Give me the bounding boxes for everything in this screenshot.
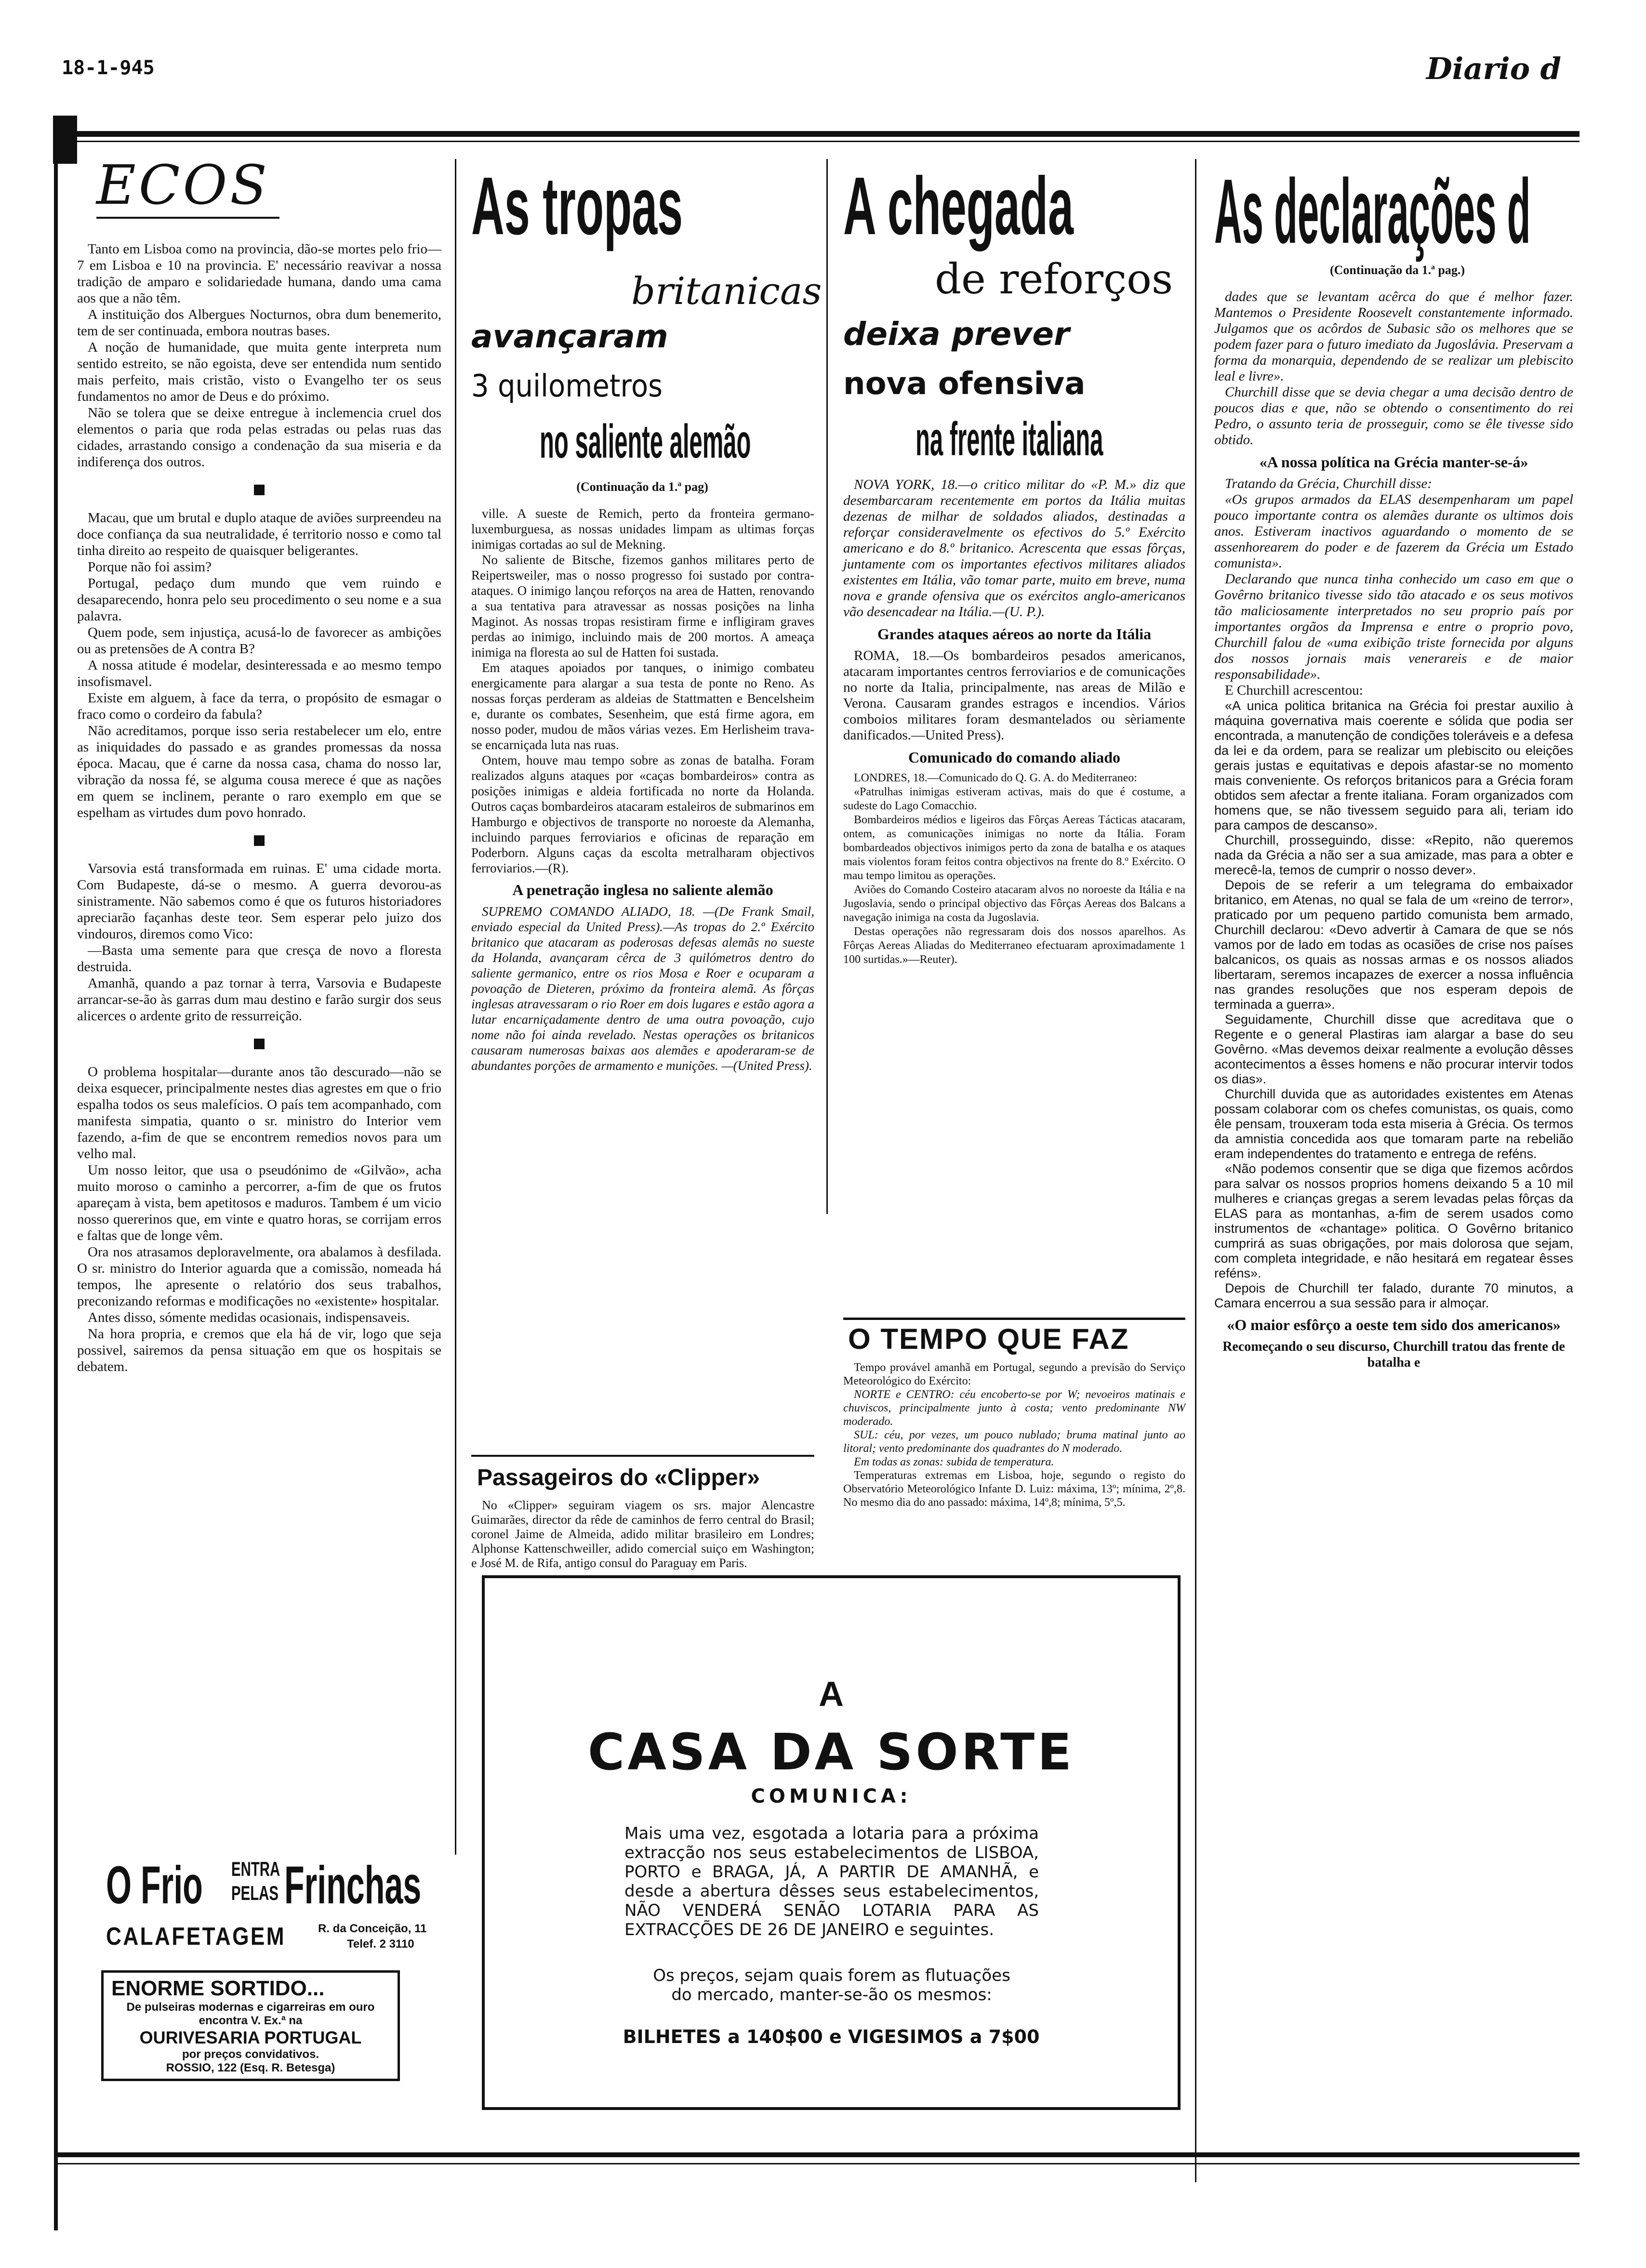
sorte-title: CASA DA SORTE [587, 1723, 1075, 1781]
ecos-paragraph: Ora nos atrasamos deploravelmente, ora abalamos à desfilada. O sr. ministro do Interior aguarda que a comissão, nomeada há tempos, lhe apresente o relatório dos seus trabalhos, preconizando reformas e modificações no «existente» hospitalar. [77, 1244, 441, 1309]
chegada-paragraph: Bombardeiros médios e ligeiros das Fôrças Aereas Tácticas atacaram, ontem, as comunicações inimigas no norte da Itália. Foram bombardeados objectivos inimigos perto da zona de batalha e os ataques mais violentos foram feitos contra objectivos na frente do 8.º Exército. O mau tempo limitou as operações. [843, 814, 1185, 882]
calafetagem-phone: Telef. 2 3110 [347, 1938, 414, 1951]
ecos-paragraph: Amanhã, quando a paz tornar à terra, Varsovia e Budapeste arrancar-se-ão às garras dum mau destino e farão surgir dos seus alicerces o ardente grito de ressurreição. [77, 976, 441, 1024]
declaracoes-tail: Recomeçando o seu discurso, Churchill tratou das frente de batalha e [1222, 1339, 1565, 1370]
ecos-paragraph: Quem pode, sem injustiça, acusá-lo de favorecer as ambições ou as pretensões de A contra B? [77, 625, 441, 657]
ecos-paragraph: A nossa atitude é modelar, desinteressada e ao mesmo tempo insofismavel. [77, 658, 441, 689]
ecos-paragraph: Antes disso, sómente medidas ocasionais, indispensaveis. [88, 1310, 410, 1325]
tempo-paragraph: NORTE e CENTRO: céu encoberto-se por W; nevoeiros matinais e chuviscos, principalmente junto à costa; vento predominante NW moderado. [843, 1388, 1185, 1428]
footer-rule [57, 2152, 1580, 2157]
tempo-title: O TEMPO QUE FAZ [848, 1323, 1129, 1355]
declaracoes-subheading: «A nossa política na Grécia manter-se-á» [1259, 453, 1528, 471]
ecos-paragraph: Porque não foi assim? [88, 559, 212, 575]
continuation-note: (Continuação da 1.ª pag.) [1329, 263, 1465, 277]
ecos-paragraph: Macau, que um brutal e duplo ataque de aviões surpreendeu na doce confiança da sua neutralidade, é territorio nosso e como tal tinha direito ao respeito de quaisquer beligerantes. [77, 510, 441, 558]
declaracoes-paragraph: «A unica politica britanica na Grécia foi prestar auxilio à máquina governativa mais coerente e sólida que podia ser encontrada, a manutenção de condições toleráveis e a defesa da lei e da ordem, para se realizar um plebiscito ou eleições gerais justas e equitativas e depois afastar-se no momento mais conveniente. Os reforços britanicos para a Grécia foram obtidos sem afectar a frente italiana. Foram organizados com homens que, se não tivessem seguido para ali, teriam ido para campos de descanso». [1214, 699, 1573, 832]
tempo-paragraph: SUL: céu, por vezes, um pouco nublado; bruma matinal junto ao litoral; vento predominante dos quadrantes do N moderado. [843, 1429, 1185, 1455]
tropas-article [471, 506, 814, 1073]
header-rule-thin [57, 141, 1580, 142]
declaracoes-paragraph: «Os grupos armados da ELAS desempenharam um papel pouco importante contra os alemães durante os ultimos dois anos. Estiveram inactivos aguardando o momento de se assenhorearem do poder e de fazerem da Grécia um Estado comunista». [1214, 492, 1573, 571]
chegada-subheading: Grandes ataques aéreos ao norte da Itália [877, 625, 1152, 643]
section-bullet [254, 835, 265, 846]
sortido-address: ROSSIO, 122 (Esq. R. Betesga) [166, 2061, 335, 2074]
declaracoes-paragraph: Churchill disse que se devia chegar a uma decisão dentro de poucos dias e que, não se obtendo o consentimento do rei Pedro, o assunto teria de prosseguir, como se êle tivesse sido obtido. [1214, 384, 1573, 448]
tropas-subheading: A penetração inglesa no saliente alemão [512, 881, 773, 898]
declaracoes-headline: As declarações d [1214, 160, 1531, 263]
sorte-bilhetes: BILHETES a 140$00 e VIGESIMOS a 7$00 [623, 2026, 1040, 2047]
chegada-paragraph: «Patrulhas inimigas estiveram activas, mais do que é costume, a sudeste do Lago Comacchio. [843, 786, 1185, 812]
declaracoes-paragraph: Depois de se referir a um telegrama do embaixador britanico, em Atenas, no qual se fala de um «reino de terror», praticado por um pequeno partido comunista bem armado, Churchill declarou: «Devo advertir à Camara de que se nós vamos por de lado em todas as ocasiões de crise nos países balcanicos, os quais as nossas armas e os nossos aliados libertaram, seremos incapazes de exercer a nossa influência nas grandes resoluções que nos esperam depois de terminada a guerra». [1214, 878, 1573, 1012]
clipper-title: Passageiros do «Clipper» [477, 1465, 760, 1490]
declaracoes-paragraph: Depois de Churchill ter falado, durante 70 minutos, a Camara encerrou a sua sessão para ir almoçar. [1214, 1281, 1573, 1310]
continuation-note: (Continuação da 1.ª pag) [576, 480, 708, 494]
tempo-article [843, 1361, 1185, 1509]
frio-ad-small: PELAS [231, 1882, 279, 1904]
declaracoes-paragraph: dades que se levantam acêrca do que é melhor fazer. Mantemos o Presidente Roosevelt constantemente informado. Julgamos que os acôrdos de Subasic são os melhores que se podem fazer para o futuro imediato da Jugoslávia. Preservam a forma da monarquia, dependendo de se realizar um plebiscito leal e livre». [1214, 289, 1573, 384]
masthead: Diario d [1426, 51, 1561, 86]
ecos-paragraph: Existe em alguem, à face da terra, o propósito de esmagar o fraco como o cordeiro da fabula? [77, 690, 441, 722]
chegada-headline: A chegada [843, 160, 1074, 252]
sortido-shop: OURIVESARIA PORTUGAL [139, 2028, 362, 2047]
tempo-paragraph: Em todas as zonas: subida de temperatura. [854, 1456, 1054, 1468]
ecos-paragraph: A instituição dos Albergues Nocturnos, obra dum benemerito, tem de ser continuada, embora noutras bases. [77, 307, 441, 339]
tropas-headline: As tropas [471, 160, 683, 252]
frio-ad-word: O Frio [106, 1856, 203, 1915]
frio-ad-small: ENTRA [231, 1858, 280, 1880]
declaracoes-subheading: «O maior esfôrço a oeste tem sido dos americanos» [1227, 1316, 1561, 1333]
calafetagem-address: R. da Conceição, 11 [318, 1922, 427, 1935]
sortido-line: por preços convidativos. [182, 2048, 319, 2061]
chegada-headline-2: de reforços [935, 255, 1173, 303]
ecos-paragraph: —Basta uma semente para que cresça de novo a floresta destruida. [77, 943, 441, 975]
column-rule [826, 159, 828, 1214]
chegada-subheading: Comunicado do comando aliado [908, 749, 1121, 766]
ecos-paragraph: Portugal, pedaço dum mundo que vem ruindo e desaparecendo, honra pelo seu procedimento o seu nome e a sua palavra. [77, 576, 441, 624]
clipper-rule [471, 1455, 814, 1457]
tropas-headline-4: 3 quilometros [471, 369, 663, 404]
ecos-title-underline [96, 217, 279, 219]
ecos-paragraph: Não se tolera que se deixe entregue à inclemencia cruel dos elementos o paria que roda pelas estradas ou pelas ruas das cidades, arrastando consigo a condenação da sua miseria e da indiferença dos outros. [77, 405, 441, 470]
tropas-headline-3: avançaram [471, 318, 668, 355]
ecos-paragraph: Na hora propria, e cremos que ela há de vir, logo que seja possivel, sairemos da pensa situação em que os hospitais se debatem. [77, 1326, 441, 1374]
tropas-paragraph: SUPREMO COMANDO ALIADO, 18. —(De Frank Smail, enviado especial da United Press).—As tropas do 2.º Exército britanico que atacaram as poderosas defesas alemãs no sueste da Holanda, avançaram cêrca de 3 quilómetros dentro do saliente germanico, entre os rios Mosa e Roer e ocuparam a povoação de Dieteren, próximo da fronteira alemã. As fôrças inglesas atravessaram o rio Roer em dois lugares e estão agora a lutar encarniçadamente dentro de uma outra povoação, cujo nome não foi ainda revelado. Nestas operações os britanicos causaram numerosas baixas aos alemães e apoderaram-se de abundantes porções de armamento e munições. —(United Press). [471, 904, 814, 1073]
frio-ad-word: Frinchas [284, 1856, 422, 1915]
declaracoes-paragraph: Seguidamente, Churchill disse que acreditava que o Regente e o general Plastiras iam alargar a base do seu Govêrno. «Mas devemos deixar realmente a evolução dêsses acontecimentos a êsses homens e não procurar intervir todos os dias». [1214, 1012, 1573, 1086]
left-margin-rule [54, 140, 58, 2230]
declaracoes-paragraph: Churchill duvida que as autoridades existentes em Atenas possam colaborar com os chefes comunistas, os quais, como êle pensam, trouxeram toda esta miseria à Grécia. Os termos da amnistia concedida aos que tomaram parte na rebelião eram independentes do tratamento e entrega de reféns. [1214, 1087, 1573, 1161]
tropas-headline-2: britanicas [631, 270, 822, 313]
sorte-precos: Os preços, sejam quais forem as flutuações do mercado, manter-se-ão os mesmos: [653, 1966, 1010, 2004]
column-rule [455, 159, 456, 1855]
ecos-paragraph: O problema hospitalar—durante anos tão descurado—não se deixa esquecer, principalmente nestes dias agrestes em que o frio espalha todos os seus malefícios. O país tem acompanhado, com manifesta simpatia, quanto o sr. ministro do Interior vem fazendo, a-fim de que se encontrem remedios novos para um velho mal. [77, 1064, 441, 1161]
chegada-headline-3: deixa prever [843, 316, 1070, 353]
sortido-ad [101, 1970, 400, 2081]
chegada-paragraph: ROMA, 18.—Os bombardeiros pesados americanos, atacaram importantes centros ferroviarios e de comunicações no norte da Italia, principalmente, nas areas de Milão e Verona. Causaram grandes estragos e incendios. Vários comboios militares foram desmantelados ou sèriamente danificados.—United Press). [843, 648, 1185, 743]
tempo-paragraph: Temperaturas extremas em Lisboa, hoje, segundo o registo do Observatório Meteorológico Infante D. Luiz: máxima, 13º; mínima, 2º,8. No mesmo dia do ano passado: máxima, 14º,8; mínima, 5º,5. [843, 1469, 1185, 1509]
header-rule [57, 131, 1580, 137]
chegada-article [843, 477, 1185, 967]
tropas-paragraph: No saliente de Bitsche, fizemos ganhos militares perto de Reipertsweiler, mas o nosso progresso foi sustado por contra-ataques. O inimigo lançou reforços na area de Hatten, renovando a sua tentativa para atravessar as nossas posições na linha Maginot. As nossas tropas resistiram firme e infligiram graves perdas ao inimigo, incluindo mais de 200 mortos. A ameaça inimiga na floresta ao sul de Hatten foi sustada. [471, 553, 814, 659]
chegada-paragraph: Destas operações não regressaram dois dos nossos aparelhos. As Fôrças Aereas Aliadas do Mediterraneo efectuaram aproximadamente 1 100 surtidas.»—Reuter). [843, 925, 1185, 966]
ecos-paragraph: Varsovia está transformada em ruinas. E' uma cidade morta. Com Budapeste, dá-se o mesmo. A guerra devorou-as sinistramente. Não sabemos como é que os futuros historiadores apreciarão façanhas deste teor. Sem esperar pelo juizo dos vindouros, diremos como Vico: [77, 861, 441, 942]
calafetagem-name: CALAFETAGEM [106, 1923, 286, 1951]
declaracoes-article [1214, 289, 1573, 1375]
clipper-article [471, 1498, 814, 1570]
chegada-paragraph: NOVA YORK, 18.—o critico militar do «P. M.» diz que desembarcaram recentemente em portos da Itália muitas dezenas de milhar de soldados aliados, destinadas a reforçar consideravelmente os efectivos do 5.º Exército americano e do 8.º britanico. Acrescenta que essas fôrças, juntamente com os importantes efectivos militares aliados existentes em Itália, vão tomar parte, muito em breve, numa nova e grande ofensiva que os exércitos anglo-americanos vão desencadear na Itália.—(U. P.). [843, 477, 1185, 620]
sorte-a: A [819, 1675, 844, 1714]
ecos-paragraph: A noção de humanidade, que muita gente interpreta num sentido estreito, se não egoista, deve ser entendida num sentido mais perfeito, mais cristão, visto o Evangelho ter os seus fundamentos no amor de Deus e do próximo. [77, 340, 441, 404]
tropas-paragraph: Em ataques apoiados por tanques, o inimigo combateu energicamente para alargar a sua testa de ponte no Reno. As nossas forças perderam as aldeias de Stattmatten e Bencelsheim e, durante os combates, Sesenheim, que está firme agora, em nosso poder, mudou de mãos várias vezes. Em Herlisheim trava-se encarniçada luta nas ruas. [471, 660, 814, 752]
page-date: 18-1-945 [62, 57, 155, 79]
section-bullet [254, 1039, 265, 1049]
chegada-headline-4: nova ofensiva [843, 366, 1086, 402]
sorte-text: Mais uma vez, esgotada a lotaria para a próxima extracção nos seus estabelecimentos de LISBOA, PORTO e BRAGA, JÁ, A PARTIR DE AMANHÃ, e desde a abertura dêsses seus estabelecimentos, NÃO VENDERÁ SENÃO LOTARIA PARA AS EXTRACÇÕES DE 26 DE JANEIRO e seguintes. [624, 1824, 1039, 1939]
sorte-comunica: COMUNICA: [751, 1785, 912, 1807]
declaracoes-paragraph: Declarando que nunca tinha conhecido um caso em que o Govêrno britanico tivesse sido tão atacado e os seus motivos tão maliciosamente interpretados no seu proprio país por importantes orgãos da Imprensa e entre o proprio povo, Churchill falou de «uma exibição triste fornecida por alguns dos nossos jornais mais venerareis e de maior responsabilidade». [1214, 571, 1573, 682]
tropas-paragraph: ville. A sueste de Remich, perto da fronteira germano-luxemburguesa, as nossas unidades limpam as ultimas forças inimigas cortadas ao sul de Mekning. [471, 506, 814, 552]
sortido-title: ENORME SORTIDO... [111, 1977, 325, 2000]
ecos-paragraph: Um nosso leitor, que usa o pseudónimo de «Gilvão», acha muito moroso o caminho a percorrer, a-fim de que os frutos apareçam à vista, bem apetitosos e maduros. Tambem é um vicio nosso quererinos que, em vinte e quatro horas, se corrijam erros e faltas que de longe vêm. [77, 1162, 441, 1243]
clipper-text: No «Clipper» seguiram viagem os srs. major Alencastre Guimarães, director da rêde de caminhos de ferro central do Brasil; coronel Jaime de Almeida, adido militar brasileiro em Londres; Alphonse Kattenschweiller, adido comercial suiço em Washington; e José M. de Rifa, antigo consul do Paraguay em Paris. [471, 1498, 814, 1570]
chegada-headline-5: na frente italiana [916, 412, 1103, 465]
tropas-headline-5: no saliente alemão [540, 415, 751, 468]
footer-rule-thin [57, 2163, 1580, 2164]
ecos-title: ECOS [96, 154, 270, 217]
sortido-line: De pulseiras modernas e cigarreiras em ouro encontra V. Ex.ª na [126, 2001, 375, 2027]
tempo-paragraph: Tempo provável amanhã em Portugal, segundo a previsão do Serviço Meteorológico do Exército: [843, 1361, 1185, 1387]
declaracoes-paragraph: «Não podemos consentir que se diga que fizemos acôrdos para salvar os nossos proprios homens deixando 5 a 10 mil mulheres e crianças gregas a serem levadas pelas fôrças da ELAS para as montanhas, a-fim de serem usados como instrumentos de «chantage» politica. O Govêrno britanico cumprirá as suas obrigações, por mais dolorosa que sejam, com completa integridade, e não hesitará em regatear êsses reféns». [1214, 1161, 1573, 1280]
declaracoes-paragraph: E Churchill acrescentou: [1225, 683, 1363, 698]
ecos-column [77, 241, 441, 1375]
declaracoes-paragraph: Churchill, prosseguindo, disse: «Repito, não queremos nada da Grécia a não ser a sua amizade, mas para a obter e merecê-la, temos de cumprir o nosso dever». [1214, 833, 1573, 877]
tropas-paragraph: Ontem, houve mau tempo sobre as zonas de batalha. Foram realizados alguns ataques por «caças bombardeiros» contra as posições inimigas e aldeia fortificada no norte da Holanda. Outros caças bombardeiros atacaram estaleiros de submarinos em Hamburgo e objectivos de transporte no noroeste da Alemanha, incluindo parques ferroviarios e oficinas de reparação em Poderborn. Alguns caças da escolta metralharam objectivos ferroviarios.—(R). [471, 753, 814, 875]
column-rule [1195, 159, 1196, 2182]
tempo-rule [843, 1318, 1185, 1320]
declaracoes-paragraph: Tratando da Grécia, Churchill disse: [1225, 476, 1432, 491]
frio-ad [77, 1855, 448, 1961]
ecos-paragraph: Tanto em Lisboa como na provincia, dão-se mortes pelo frio—7 em Lisboa e 10 na provincia. E' necessário reavivar a nossa tradição de amparo e solidariedade humana, dando uma cama aos que a não têm. [77, 241, 441, 306]
chegada-paragraph: LONDRES, 18.—Comunicado do Q. G. A. do Mediterraneo: [854, 772, 1137, 784]
chegada-paragraph: Aviões do Comando Costeiro atacaram alvos no noroeste da Itália e na Jugoslavia, sendo o principal objectivo das Fôrças Aereas dos Balcans a navegação inimiga na costa da Jugoslavia. [843, 883, 1185, 924]
section-bullet [254, 485, 265, 495]
ecos-paragraph: Não acreditamos, porque isso seria restabelecer um elo, entre as iniquidades do passado e as grandes promessas da nossa época. Macau, que é carne da nossa casa, chama do nosso lar, vibração da nossa fé, se alguma cousa merece é que as nações em quem se inclinem, perante o raro exemplo em que se espelham as virtudes dum povo honrado. [77, 723, 441, 820]
casa-da-sorte-ad [482, 1575, 1181, 2110]
